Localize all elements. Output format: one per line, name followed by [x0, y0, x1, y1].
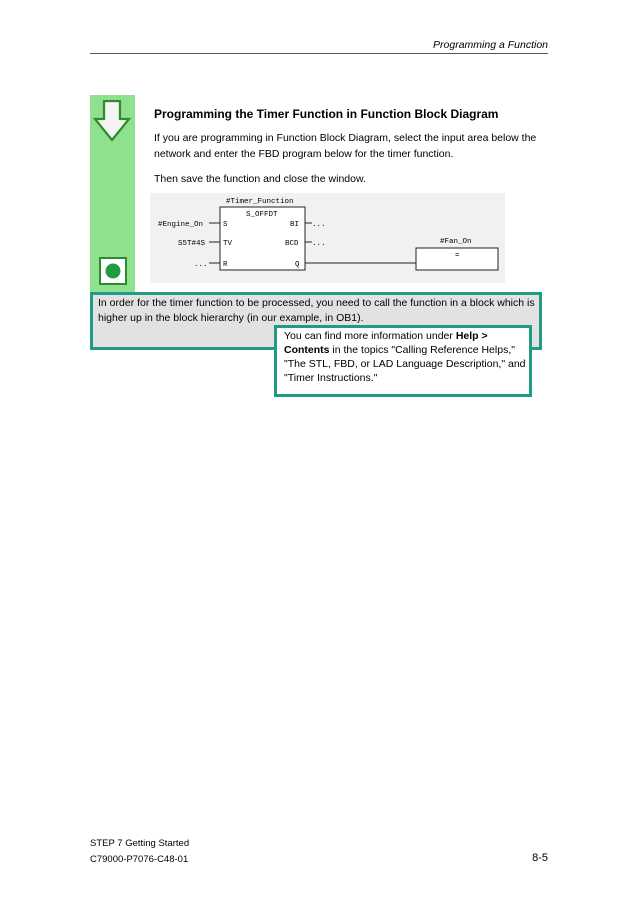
instruction-paragraph: If you are programming in Function Block Diagram, select the input area below the network and enter the FBD program below for the timer function.	[154, 132, 537, 160]
footer-manual-title: STEP 7 Getting Started	[90, 838, 190, 849]
section-title: Programming the Timer Function in Function Block Diagram	[154, 107, 499, 121]
header-rule	[90, 53, 548, 54]
pin-q: Q	[295, 261, 300, 269]
info-rest: in the topics "Calling Reference Helps," "The STL, FBD, or LAD Language Description," and "Timer Instructions."	[284, 344, 526, 384]
info-lead: You can find more information under	[284, 330, 456, 342]
fbd-diagram	[150, 193, 505, 283]
output-bcd-value: ...	[312, 240, 326, 248]
save-instruction: Then save the function and close the window.	[154, 173, 366, 185]
coil-symbol: =	[455, 252, 460, 260]
timer-block-type: S_OFFDT	[246, 211, 278, 219]
output-bi-value: ...	[312, 221, 326, 229]
input-engine-on: #Engine_On	[158, 221, 204, 229]
coil-label: #Fan_On	[440, 238, 472, 246]
pin-s: S	[223, 221, 228, 229]
input-reset: ...	[194, 261, 208, 269]
footer-order-number: C79000-P7076-C48-01	[90, 854, 189, 865]
pin-bcd: BCD	[285, 240, 299, 248]
arrow-down-icon	[93, 100, 131, 142]
end-step-icon	[99, 257, 127, 285]
input-time-value: S5T#4S	[178, 240, 206, 248]
note-text: In order for the timer function to be processed, you need to call the function in a block which is higher up in the block hierarchy (in our example, in OB1).	[98, 297, 535, 324]
pin-r: R	[223, 261, 228, 269]
timer-instance-label: #Timer_Function	[226, 198, 294, 206]
info-help-link: Help >	[455, 330, 488, 342]
fbd-program-figure	[150, 193, 505, 283]
page-number: 8-5	[532, 852, 548, 864]
pin-tv: TV	[223, 240, 233, 248]
pin-bi: BI	[290, 221, 300, 229]
info-contents-link: Contents	[284, 344, 330, 356]
running-header: Programming a Function	[433, 39, 548, 51]
info-text	[284, 329, 526, 385]
